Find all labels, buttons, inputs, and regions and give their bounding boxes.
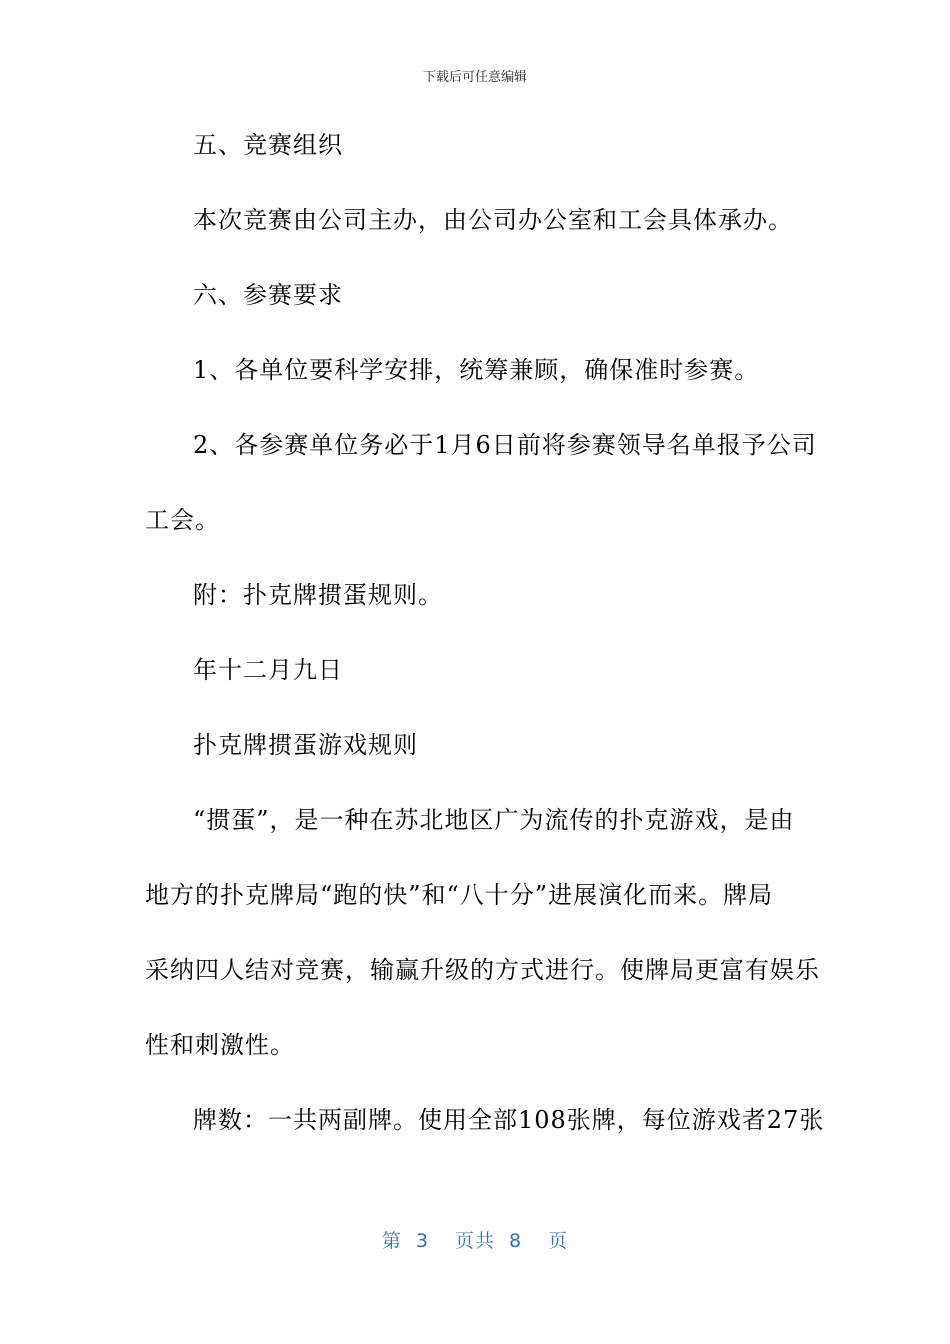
paragraph-line: 工会。 bbox=[145, 506, 220, 534]
paragraph-line: “掼蛋”，是一种在苏北地区广为流传的扑克游戏，是由 bbox=[193, 806, 795, 834]
section-heading-organization: 五、竞赛组织 bbox=[193, 131, 343, 159]
section-heading-requirements: 六、参赛要求 bbox=[193, 281, 343, 309]
paragraph-line: 附：扑克牌掼蛋规则。 bbox=[193, 581, 443, 609]
footer-suffix: 页 bbox=[548, 1230, 569, 1252]
section-heading-rules: 扑克牌掼蛋游戏规则 bbox=[193, 731, 418, 759]
header-note: 下载后可任意编辑 bbox=[422, 70, 527, 85]
footer-current-page: 3 bbox=[415, 1230, 429, 1252]
footer-middle: 页共 bbox=[454, 1230, 495, 1252]
paragraph-line: 1、各单位要科学安排，统筹兼顾，确保准时参赛。 bbox=[193, 356, 760, 384]
paragraph-line: 采纳四人结对竞赛，输赢升级的方式进行。使牌局更富有娱乐 bbox=[145, 956, 820, 984]
paragraph-line: 2、各参赛单位务必于1月6日前将参赛领导名单报予公司 bbox=[193, 431, 817, 459]
footer-total-pages: 8 bbox=[509, 1230, 523, 1252]
date-line: 年十二月九日 bbox=[193, 656, 343, 684]
paragraph-line: 地方的扑克牌局“跑的快”和“八十分”进展演化而来。牌局 bbox=[145, 881, 774, 909]
footer-prefix: 第 bbox=[381, 1230, 402, 1252]
paragraph-line: 性和刺激性。 bbox=[145, 1031, 295, 1059]
paragraph-line: 牌数：一共两副牌。使用全部108张牌，每位游戏者27张 bbox=[193, 1106, 825, 1134]
page-number-footer bbox=[0, 1226, 950, 1253]
paragraph-line: 本次竞赛由公司主办，由公司办公室和工会具体承办。 bbox=[193, 206, 793, 234]
